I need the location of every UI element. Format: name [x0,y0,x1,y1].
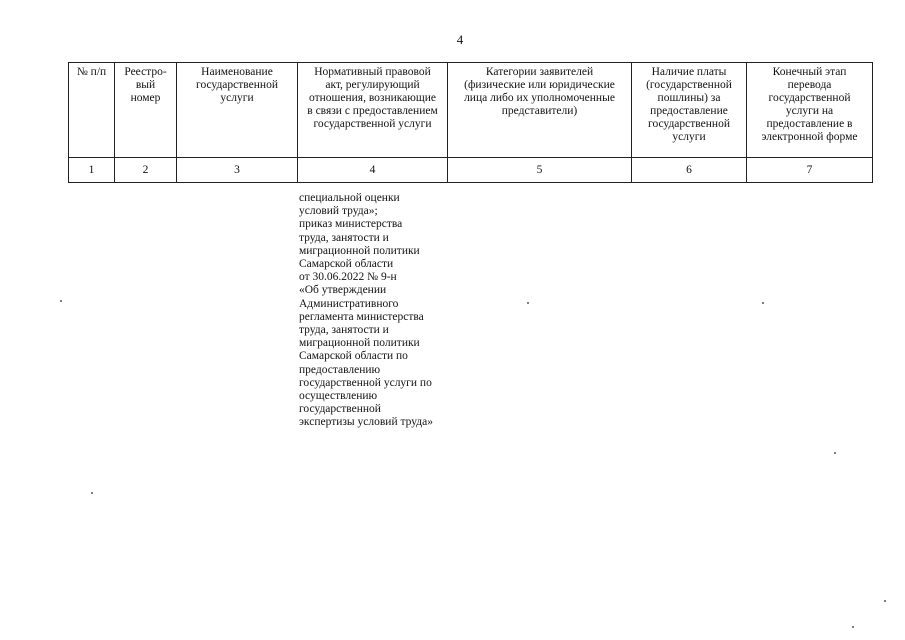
header-applicant-categories: Категории заявителей (физические или юридические лица либо их уполномоченные представители) [448,63,632,158]
column-number-row [69,158,873,183]
legal-act-continuation: специальной оценки условий труда»; приказ министерства труда, занятости и миграционной политики Самарской области от 30.06.2022 № 9-н «Об утверждении Административного регламента министерства труда, занятости и миграционной политики Самарской области по предоставлению государственной услуги по осуществлению государственной экспертизы условий труда» [299,192,433,429]
scan-speck [60,300,62,302]
scan-speck [762,302,764,304]
scan-speck [91,492,93,494]
column-number: 4 [298,158,448,183]
scan-speck [852,626,854,628]
column-number: 6 [632,158,747,183]
services-table [68,62,873,183]
column-number: 7 [747,158,873,183]
column-number: 3 [177,158,298,183]
table-header-row [69,63,873,158]
header-service-name: Наименование государственной услуги [177,63,298,158]
page-number: 4 [456,32,464,47]
header-legal-act: Нормативный правовой акт, регулирующий отношения, возникающие в связи с предоставлением государственной услуги [298,63,448,158]
header-fee: Наличие платы (государственной пошлины) за предоставление государственной услуги [632,63,747,158]
header-number: № п/п [69,63,115,158]
scan-speck [834,452,836,454]
column-number: 1 [69,158,115,183]
scan-speck [884,600,886,602]
header-registry-number: Реестро- вый номер [115,63,177,158]
column-number: 5 [448,158,632,183]
column-number: 2 [115,158,177,183]
scan-speck [527,302,529,304]
header-final-stage: Конечный этап перевода государственной услуги на предоставление в электронной форме [747,63,873,158]
